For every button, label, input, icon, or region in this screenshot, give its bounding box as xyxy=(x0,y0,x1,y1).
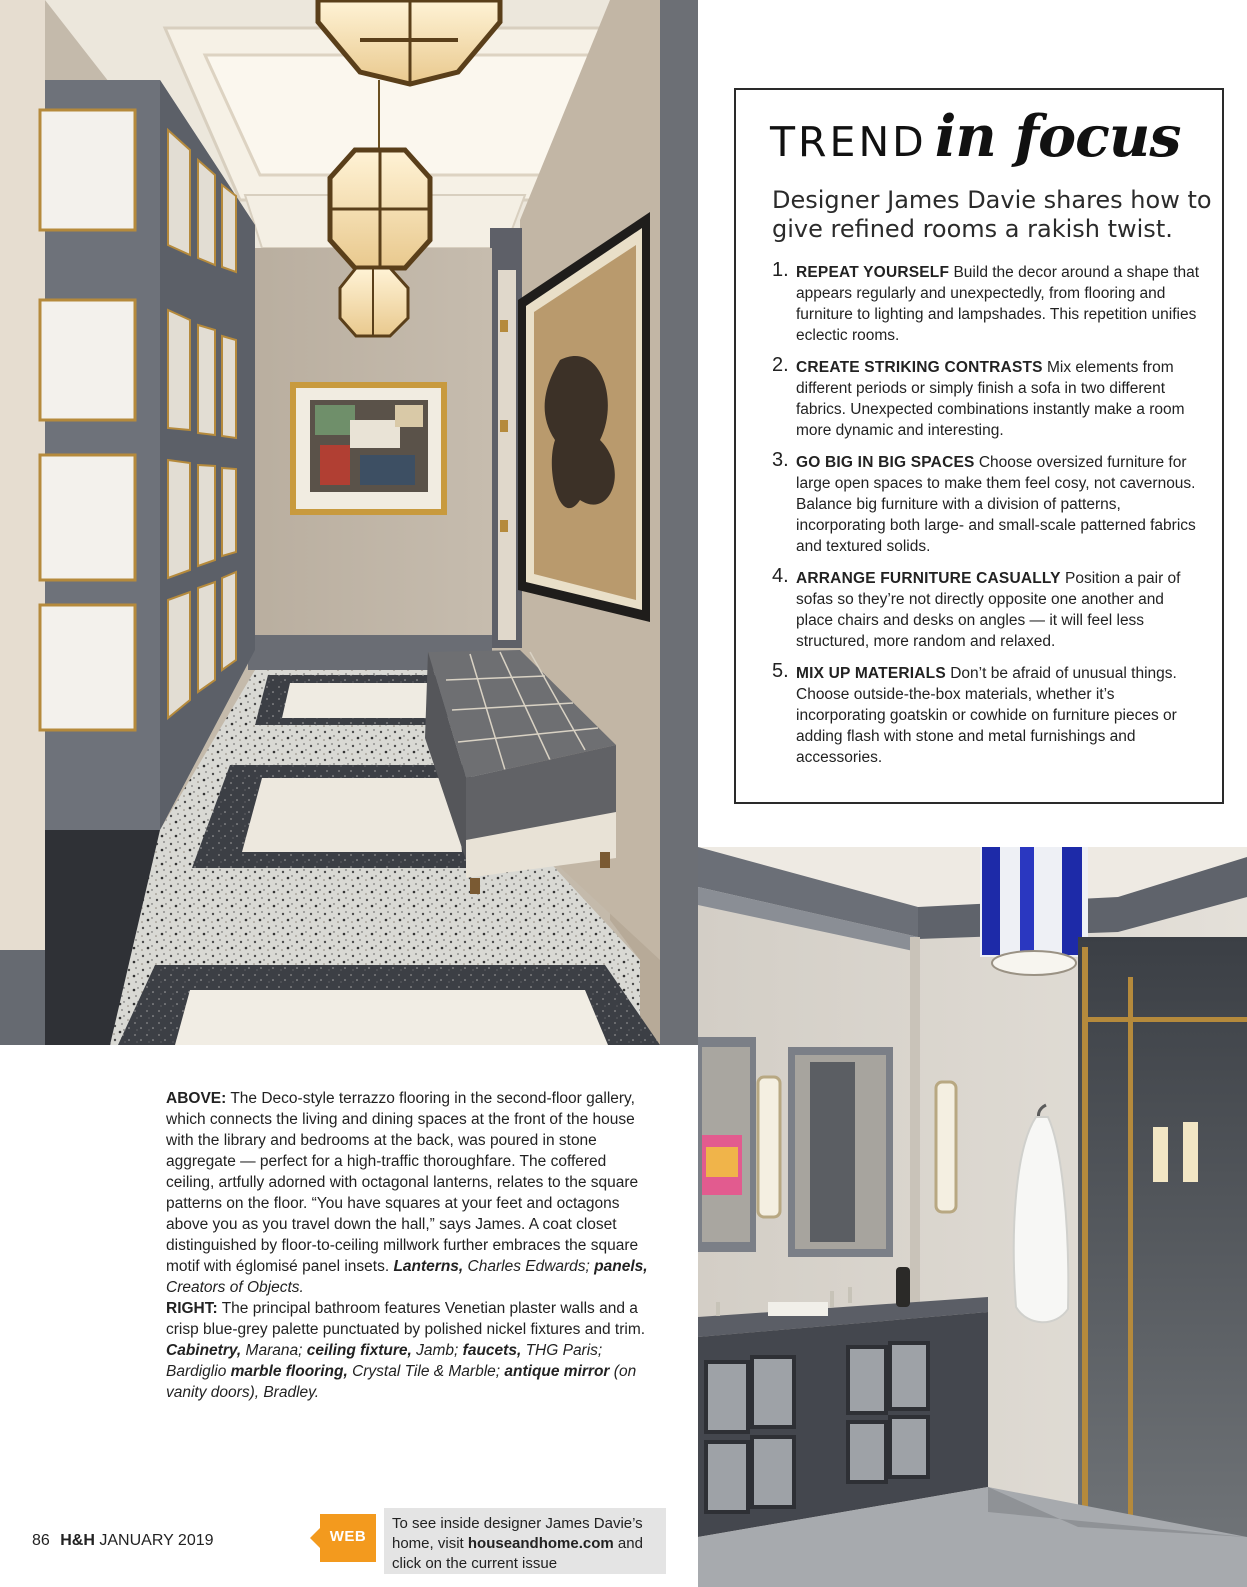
credit-item: panels, xyxy=(594,1258,648,1275)
photo-caption xyxy=(166,1088,654,1403)
caption-above-label: ABOVE: xyxy=(166,1090,227,1107)
tip-number: 1. xyxy=(772,259,789,281)
credit-source: Charles Edwards; xyxy=(467,1258,590,1275)
magazine-name: H&H xyxy=(60,1532,95,1549)
trend-title xyxy=(770,103,1181,170)
tip-item xyxy=(772,354,1200,441)
tip-heading: ARRANGE FURNITURE CASUALLY xyxy=(796,570,1061,587)
credit-item: marble flooring, xyxy=(230,1363,348,1380)
caption-right-text: The principal bathroom features Venetian plaster walls and a crisp blue-grey palette punctuated by polished nickel fixtures and trim. xyxy=(166,1300,646,1338)
credit-source: (on vanity doors), Bradley. xyxy=(166,1363,637,1401)
credit-item: Cabinetry, xyxy=(166,1342,242,1359)
web-promo-text-end: and click on the current issue xyxy=(392,1535,643,1572)
tip-number: 2. xyxy=(772,354,789,376)
bathroom-photo xyxy=(698,847,1247,1587)
credit-item: ceiling fixture, xyxy=(306,1342,412,1359)
gallery-hallway-photo xyxy=(0,0,698,1045)
credit-source: Marana; xyxy=(245,1342,303,1359)
tip-body: Position a pair of sofas so they’re not directly opposite one another and place chairs and desks on angles — it will feel less structured, more random and relaxed. xyxy=(796,570,1181,650)
tip-number: 3. xyxy=(772,449,789,471)
tip-item xyxy=(772,259,1200,346)
tip-item xyxy=(772,660,1200,768)
web-promo xyxy=(384,1508,666,1574)
issue-date: JANUARY 2019 xyxy=(99,1532,214,1549)
tip-number: 5. xyxy=(772,660,789,682)
web-promo-text: To see inside designer James Davie’s home, visit xyxy=(392,1515,643,1552)
credit-item: antique mirror xyxy=(504,1363,610,1380)
tips-list xyxy=(772,259,1200,779)
credit-source: Creators of Objects. xyxy=(166,1279,304,1296)
tip-heading: CREATE STRIKING CONTRASTS xyxy=(796,359,1043,376)
tip-body: Build the decor around a shape that appears regularly and unexpectedly, from flooring and furniture to lighting and lampshades. This repetition unifies eclectic rooms. xyxy=(796,264,1200,344)
tip-body: Mix elements from different periods or simply finish a sofa in two different fabrics. Unexpected combinations instantly make a room more dynamic and interesting. xyxy=(796,359,1185,439)
tip-body: Choose oversized furniture for large open spaces to make them feel cosy, not cavernous. Balance big furniture with a division of patterns, incorporating both large- and small-scale patterned fabrics and textured solids. xyxy=(796,454,1196,555)
tip-item xyxy=(772,565,1200,652)
web-badge xyxy=(320,1514,376,1562)
trend-title-caps: TREND xyxy=(770,118,927,166)
caption-above xyxy=(166,1088,654,1298)
tip-heading: GO BIG IN BIG SPACES xyxy=(796,454,975,471)
caption-right-label: RIGHT: xyxy=(166,1300,218,1317)
page-number: 86 xyxy=(32,1532,50,1549)
credit-source: Crystal Tile & Marble; xyxy=(352,1363,501,1380)
tip-item xyxy=(772,449,1200,557)
credit-item: Lanterns, xyxy=(393,1258,464,1275)
web-badge-label: WEB xyxy=(329,1528,367,1545)
credit-item: faucets, xyxy=(462,1342,522,1359)
tip-body: Don’t be afraid of unusual things. Choose outside-the-box materials, whether it’s incorporating goatskin or cowhide on furniture pieces or adding flash with stone and metal furnishings and accessories. xyxy=(796,665,1177,766)
caption-right xyxy=(166,1298,654,1403)
credit-source: THG Paris; Bardiglio xyxy=(166,1342,603,1380)
tip-number: 4. xyxy=(772,565,789,587)
caption-above-text: The Deco-style terrazzo flooring in the second-floor gallery, which connects the living and dining spaces at the front of the house with the library and bedrooms at the back, was poured in stone aggregate — perfect for a high-traffic thoroughfare. The coffered ceiling, artfully adorned with octagonal lanterns, relates to the square patterns on the floor. “You have squares at your feet and octagons above you as you travel down the hall,” says James. A coat closet distinguished by floor-to-ceiling millwork further embraces the square motif with églomisé panel insets. xyxy=(166,1090,639,1275)
website-link[interactable]: houseandhome.com xyxy=(467,1535,614,1552)
tip-heading: REPEAT YOURSELF xyxy=(796,264,950,281)
trend-deck: Designer James Davie shares how to give refined rooms a rakish twist. xyxy=(772,186,1212,243)
tip-heading: MIX UP MATERIALS xyxy=(796,665,946,682)
trend-title-script: in focus xyxy=(934,103,1181,170)
trend-in-focus-box xyxy=(734,88,1224,804)
page-folio xyxy=(32,1532,214,1550)
credit-source: Jamb; xyxy=(416,1342,459,1359)
